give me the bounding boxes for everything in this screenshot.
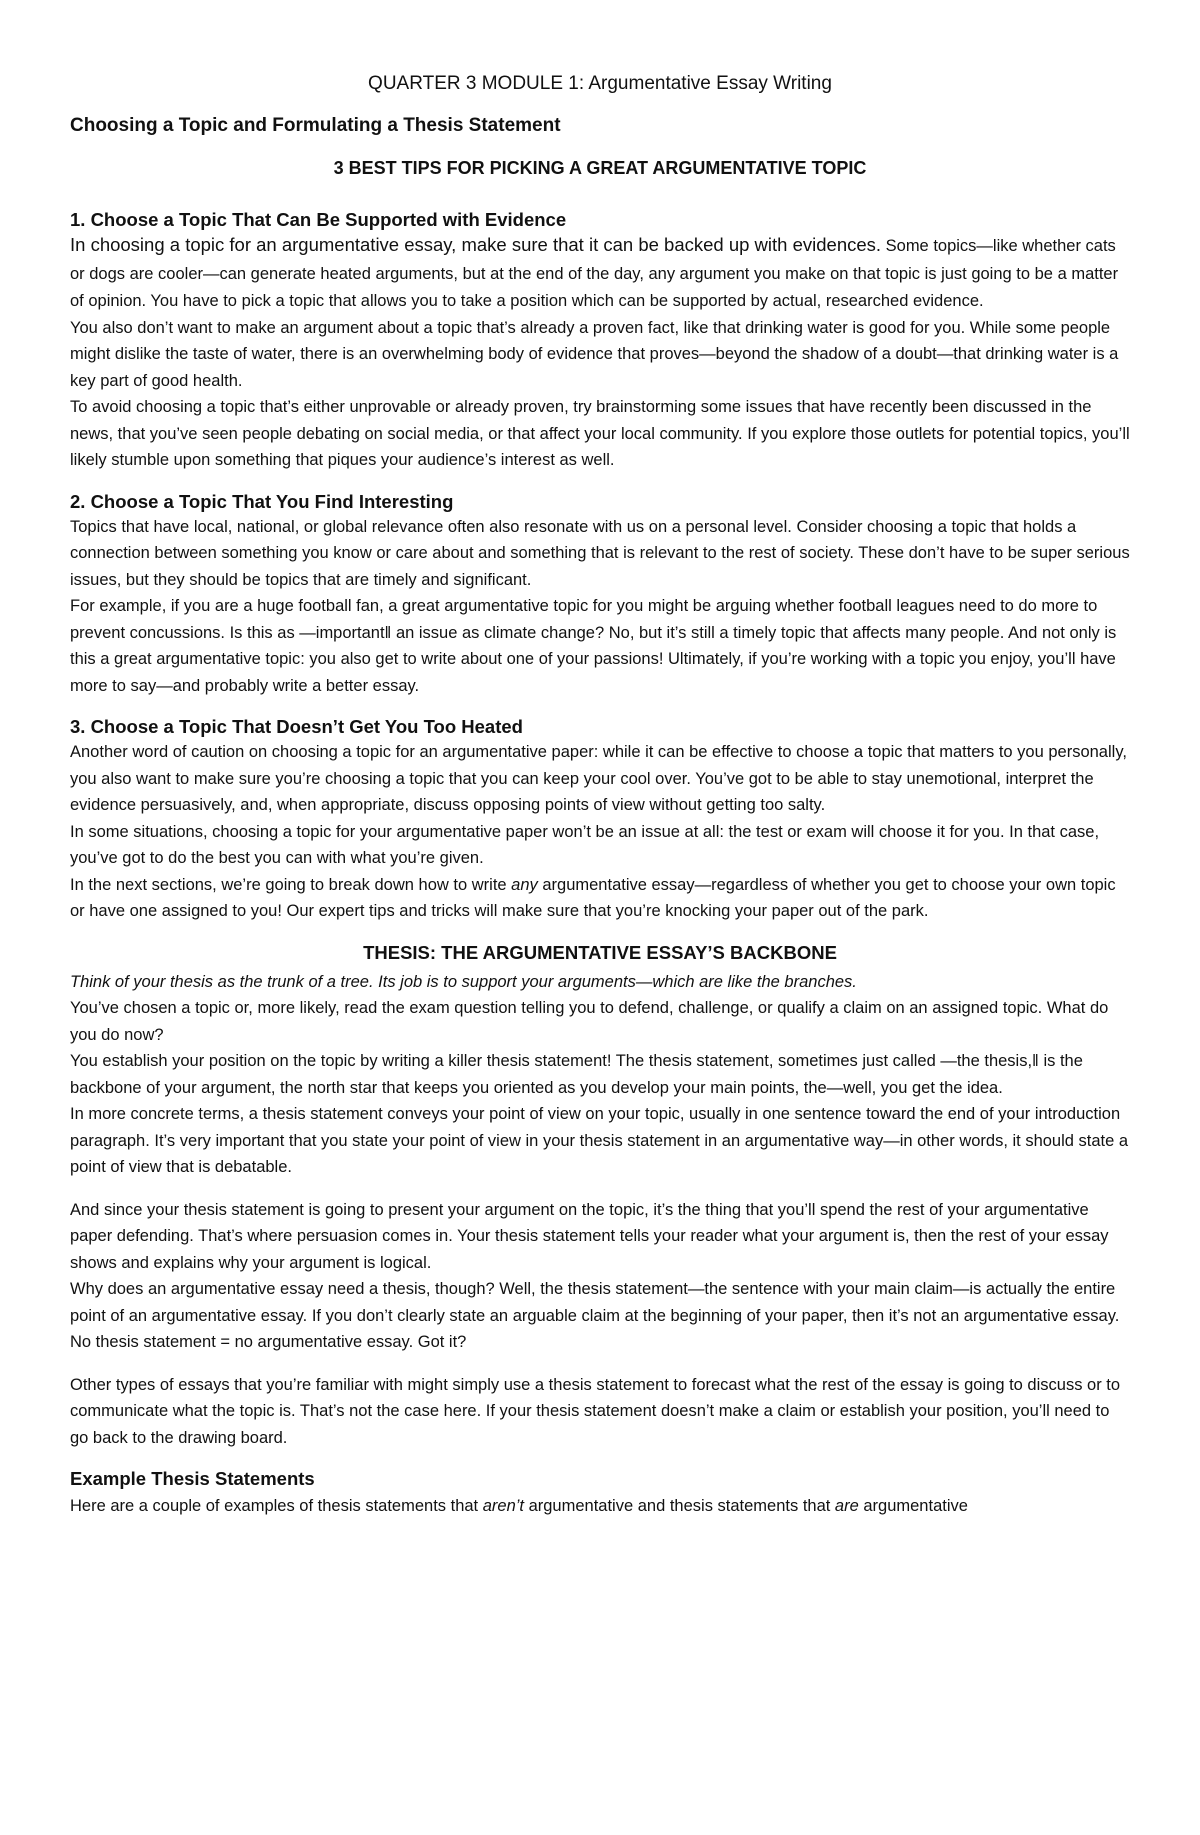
spacer	[70, 1356, 1130, 1372]
tip-3-p3-after: argumentative essay—regardless of whether you get to choose your own topic or have one assigned to you! Our expert tips and tricks will make sure that you’re knocking your paper out of the park.	[70, 875, 1116, 920]
examples-p-before: Here are a couple of examples of thesis statements that	[70, 1497, 483, 1515]
thesis-paragraph-6: Other types of essays that you’re familiar with might simply use a thesis statement to forecast what the rest of the essay is going to discuss or to communicate what the topic is. That’s not the case here. If your thesis statement doesn’t make a claim or establish your position, you’ll need to go back to the drawing board.	[70, 1375, 1121, 1447]
tip-3-p3-before: In the next sections, we’re going to break down how to write	[70, 875, 512, 894]
tip-1-paragraph-2: You also don’t want to make an argument about a topic that’s already a proven fact, like that drinking water is good for you. While some people might dislike the taste of water, there is an overwhelming body of evidence that proves—beyond the shadow of a doubt—that drinking water is a key part of good health.	[70, 318, 1119, 390]
examples-p-middle: argumentative and thesis statements that	[524, 1497, 835, 1515]
examples-p-italic-1: aren’t	[482, 1497, 524, 1515]
thesis-section-title: THESIS: THE ARGUMENTATIVE ESSAY’S BACKBONE	[363, 941, 837, 963]
tip-2-paragraph-2: For example, if you are a huge football fan, a great argumentative topic for you might be arguing whether football leagues need to do more to prevent concussions. Is this as ―important‖ an issue as climate change? No, but it’s still a timely topic that affects many people. And not only is this a great argumentative topic: you also get to write about one of your passions! Ultimately, if you’re working with a topic you enjoy, you’ll have more to say—and probably write a better essay.	[70, 597, 1117, 695]
document-subtitle: Choosing a Topic and Formulating a Thesis Statement	[70, 115, 561, 136]
tip-1-lead-large: In choosing a topic for an argumentative essay, make sure that it can be backed up with evidences.	[70, 234, 882, 255]
spacer	[70, 1181, 1130, 1197]
tip-3-section	[70, 715, 1130, 925]
tip-3-heading: 3. Choose a Topic That Doesn’t Get You Too Heated	[70, 716, 523, 737]
tip-1-section	[70, 208, 1130, 474]
examples-paragraph	[70, 1493, 1130, 1520]
thesis-paragraph-1: You’ve chosen a topic or, more likely, read the exam question telling you to defend, challenge, or qualify a claim on an assigned topic. What do you do now?	[70, 999, 1109, 1044]
thesis-paragraph-2: You establish your position on the topic by writing a killer thesis statement! The thesis statement, sometimes just called ―the thesis,‖ is the backbone of your argument, the north star that keeps you oriented as you develop your main points, the—well, you get the idea.	[70, 1052, 1083, 1097]
thesis-paragraph-5: Why does an argumentative essay need a thesis, though? Well, the thesis statement—the sentence with your main claim—is actually the entire point of an argumentative essay. If you don’t clearly state an arguable claim at the beginning of your paper, then it’s not an argumentative essay. No thesis statement = no argumentative essay. Got it?	[70, 1280, 1120, 1351]
thesis-intro-italic: Think of your thesis as the trunk of a tree. Its job is to support your arguments—which are like the branches.	[70, 972, 857, 991]
tips-section-title: 3 BEST TIPS FOR PICKING A GREAT ARGUMENTATIVE TOPIC	[333, 158, 867, 178]
tip-2-heading: 2. Choose a Topic That You Find Interesting	[70, 490, 454, 512]
examples-heading: Example Thesis Statements	[70, 1468, 315, 1489]
tip-2-paragraph-1: Topics that have local, national, or global relevance often also resonate with us on a personal level. Consider choosing a topic that holds a connection between something you know or care about and something that is relevant to the rest of society. These don’t have to be super serious issues, but they should be topics that are timely and significant.	[70, 517, 1130, 589]
examples-p-italic-2: are	[834, 1497, 859, 1515]
tip-3-p3-italic: any	[511, 875, 538, 894]
document-title: QUARTER 3 MODULE 1: Argumentative Essay Writing	[368, 73, 832, 94]
tip-3-paragraph-3	[70, 872, 1130, 925]
tip-1-heading: 1. Choose a Topic That Can Be Supported with Evidence	[70, 209, 567, 230]
examples-p-after: argumentative	[858, 1497, 968, 1515]
thesis-paragraph-4: And since your thesis statement is going to present your argument on the topic, it’s the thing that you’ll spend the rest of your argumentative paper defending. That’s where persuasion comes in. Your thesis statement tells your reader what your argument is, then the rest of your essay shows and explains why your argument is logical.	[70, 1200, 1109, 1272]
tip-1-lead-small: Some topics—like whether cats or dogs are cooler—can generate heated arguments, but at the end of the day, any argument you make on that topic is just going to be a matter of opinion. You have to pick a topic that allows you to take a position which can be supported by actual, researched evidence.	[70, 237, 1119, 310]
tip-3-paragraph-2: In some situations, choosing a topic for your argumentative paper won’t be an issue at all: the test or exam will choose it for you. In that case, you’ve got to do the best you can with what you’re given.	[70, 822, 1100, 867]
tip-1-paragraph-3: To avoid choosing a topic that’s either unprovable or already proven, try brainstorming some issues that have recently been discussed in the news, that you’ve seen people debating on social media, or that affect your local community. If you explore those outlets for potential topics, you’ll likely stumble upon something that piques your audience’s interest as well.	[70, 398, 1130, 469]
tip-2-section	[70, 490, 1130, 700]
thesis-paragraph-3: In more concrete terms, a thesis statement conveys your point of view on your topic, usually in one sentence toward the end of your introduction paragraph. It’s very important that you state your point of view in your thesis statement in an argumentative way—in other words, it should state a point of view that is debatable.	[70, 1105, 1129, 1176]
tip-1-paragraph-1	[70, 232, 1130, 315]
tip-3-paragraph-1: Another word of caution on choosing a topic for an argumentative paper: while it can be effective to choose a topic that matters to you personally, you also want to make sure you’re choosing a topic that you can keep your cool over. You’ve got to be able to stay unemotional, interpret the evidence persuasively, and, when appropriate, discuss opposing points of view without getting too salty.	[70, 743, 1127, 814]
spacer	[70, 1451, 1130, 1467]
